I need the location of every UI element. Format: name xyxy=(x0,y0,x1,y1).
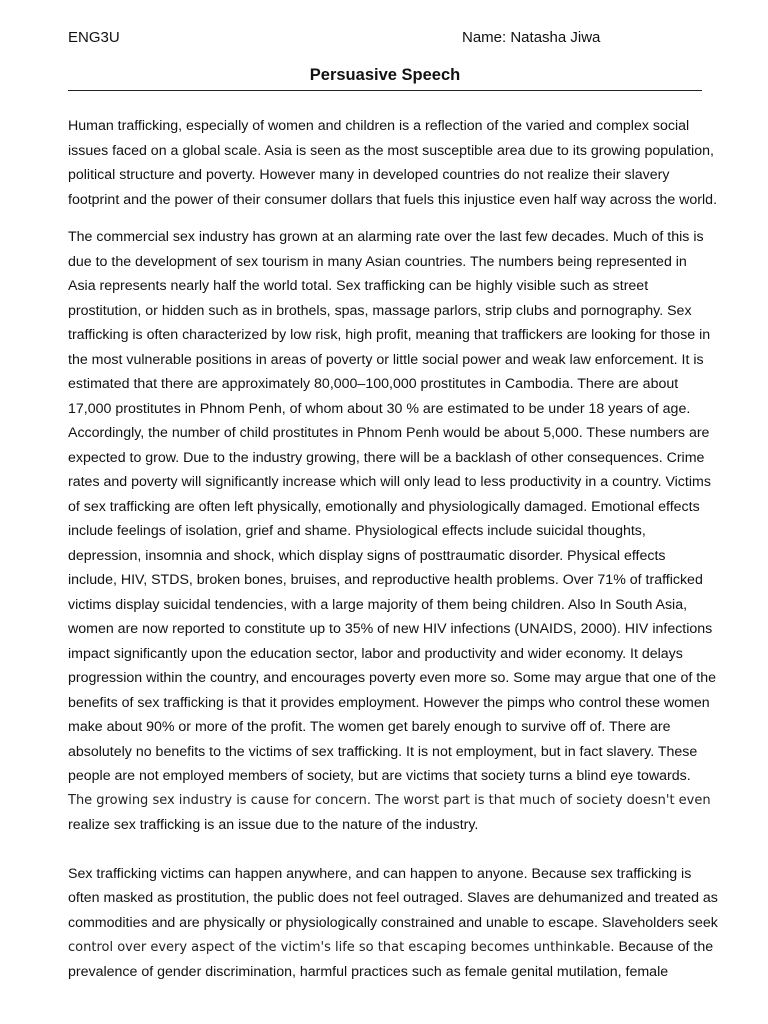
text-line: Asia represents nearly half the world total. Sex trafficking can be highly visible such as street xyxy=(68,278,649,294)
text-line: prevalence of gender discrimination, harmful practices such as female genital mutilation, female xyxy=(68,963,669,980)
text-line: the most vulnerable positions in areas of poverty or little social power and weak law enforcement. It is xyxy=(68,351,704,368)
text-line: depression, insomnia and shock, which display signs of posttraumatic disorder. Physical effects xyxy=(68,547,666,564)
text-line: due to the development of sex tourism in many Asian countries. The numbers being represented in xyxy=(68,253,687,270)
text-line: include feelings of isolation, grief and shame. Physiological effects include suicidal thoughts, xyxy=(68,523,646,539)
text-line: include, HIV, STDS, broken bones, bruises, and reproductive health problems. Over 71% of trafficked xyxy=(68,572,703,588)
text-line: Human trafficking, especially of women and children is a reflection of the varied and complex social xyxy=(68,118,690,134)
text-line: footprint and the power of their consumer dollars that fuels this injustice even half way across the world. xyxy=(68,191,718,208)
paragraph-victims xyxy=(68,862,718,985)
text-line: Accordingly, the number of child prostitutes in Phnom Penh would be about 5,000. These numbers are xyxy=(68,425,710,441)
text-line: impact significantly upon the education sector, labor and productivity and wider economy. It delays xyxy=(68,645,683,662)
text-line: women are now reported to constitute up to 35% of new HIV infections (UNAIDS, 2000). HIV infections xyxy=(68,621,713,637)
text-line: trafficking is often characterized by low risk, high profit, meaning that traffickers are looking for those in xyxy=(68,327,711,343)
text-line: victims display suicidal tendencies, with a large majority of them being children. Also In South Asia, xyxy=(68,596,688,613)
document-body xyxy=(68,114,718,984)
text-line: absolutely no benefits to the victims of sex trafficking. It is not employment, but in fact slavery. These xyxy=(68,743,698,760)
text-line-mixed xyxy=(68,935,714,960)
paragraph-industry xyxy=(68,225,717,838)
text-line: estimated that there are approximately 80,000–100,000 prostitutes in Cambodia. There are about xyxy=(68,376,679,392)
text-line: rates and poverty will significantly increase which will only lead to less productivity in a country. Victims xyxy=(68,474,711,490)
course-code: ENG3U xyxy=(68,29,120,46)
text-line: prostitution, or hidden such as in brothels, spas, massage parlors, strip clubs and pornography. Sex xyxy=(68,302,692,319)
text-line: progression within the country, and encourages poverty even more so. Some may argue that one of the xyxy=(68,670,717,686)
paragraph-intro xyxy=(68,114,718,212)
text-line: The commercial sex industry has grown at an alarming rate over the last few decades. Much of this is xyxy=(68,229,704,245)
text-line: expected to grow. Due to the industry growing, there will be a backlash of other consequences. Crime xyxy=(68,449,705,466)
text-line: often masked as prostitution, the public does not feel outraged. Slaves are dehumanized and treated as xyxy=(68,890,718,906)
text-line: of sex trafficking are often left physically, emotionally and physiologically damaged. Emotional effects xyxy=(68,498,700,515)
author-name: Name: Natasha Jiwa xyxy=(462,29,601,46)
text-line: The growing sex industry is cause for concern. The worst part is that much of society doesn't even xyxy=(68,792,711,808)
text-line: people are not employed members of society, but are victims that society turns a blind eye towards. xyxy=(68,768,691,784)
text-line: issues faced on a global scale. Asia is seen as the most susceptible area due to its growing population, xyxy=(68,142,714,159)
text-line: commodities and are physically or physiologically constrained and unable to escape. Slaveholders seek xyxy=(68,914,718,931)
text-line: political structure and poverty. However many in developed countries do not realize their slavery xyxy=(68,167,670,183)
text-line: Sex trafficking victims can happen anywhere, and can happen to anyone. Because sex trafficking is xyxy=(68,865,692,882)
text-line: make about 90% or more of the profit. The women get barely enough to survive off of. There are xyxy=(68,719,671,735)
document-header xyxy=(68,29,708,51)
text-segment: control over every aspect of the victim's life so that escaping becomes unthinkable. xyxy=(68,940,615,955)
text-line: 17,000 prostitutes in Phnom Penh, of whom about 30 % are estimated to be under 18 years of age. xyxy=(68,400,691,417)
text-segment: Because of the xyxy=(614,939,714,955)
text-line: benefits of sex trafficking is that it provides employment. However the pimps who control these women xyxy=(68,694,710,711)
text-line: realize sex trafficking is an issue due to the nature of the industry. xyxy=(68,817,479,833)
document-title: Persuasive Speech xyxy=(68,66,702,91)
